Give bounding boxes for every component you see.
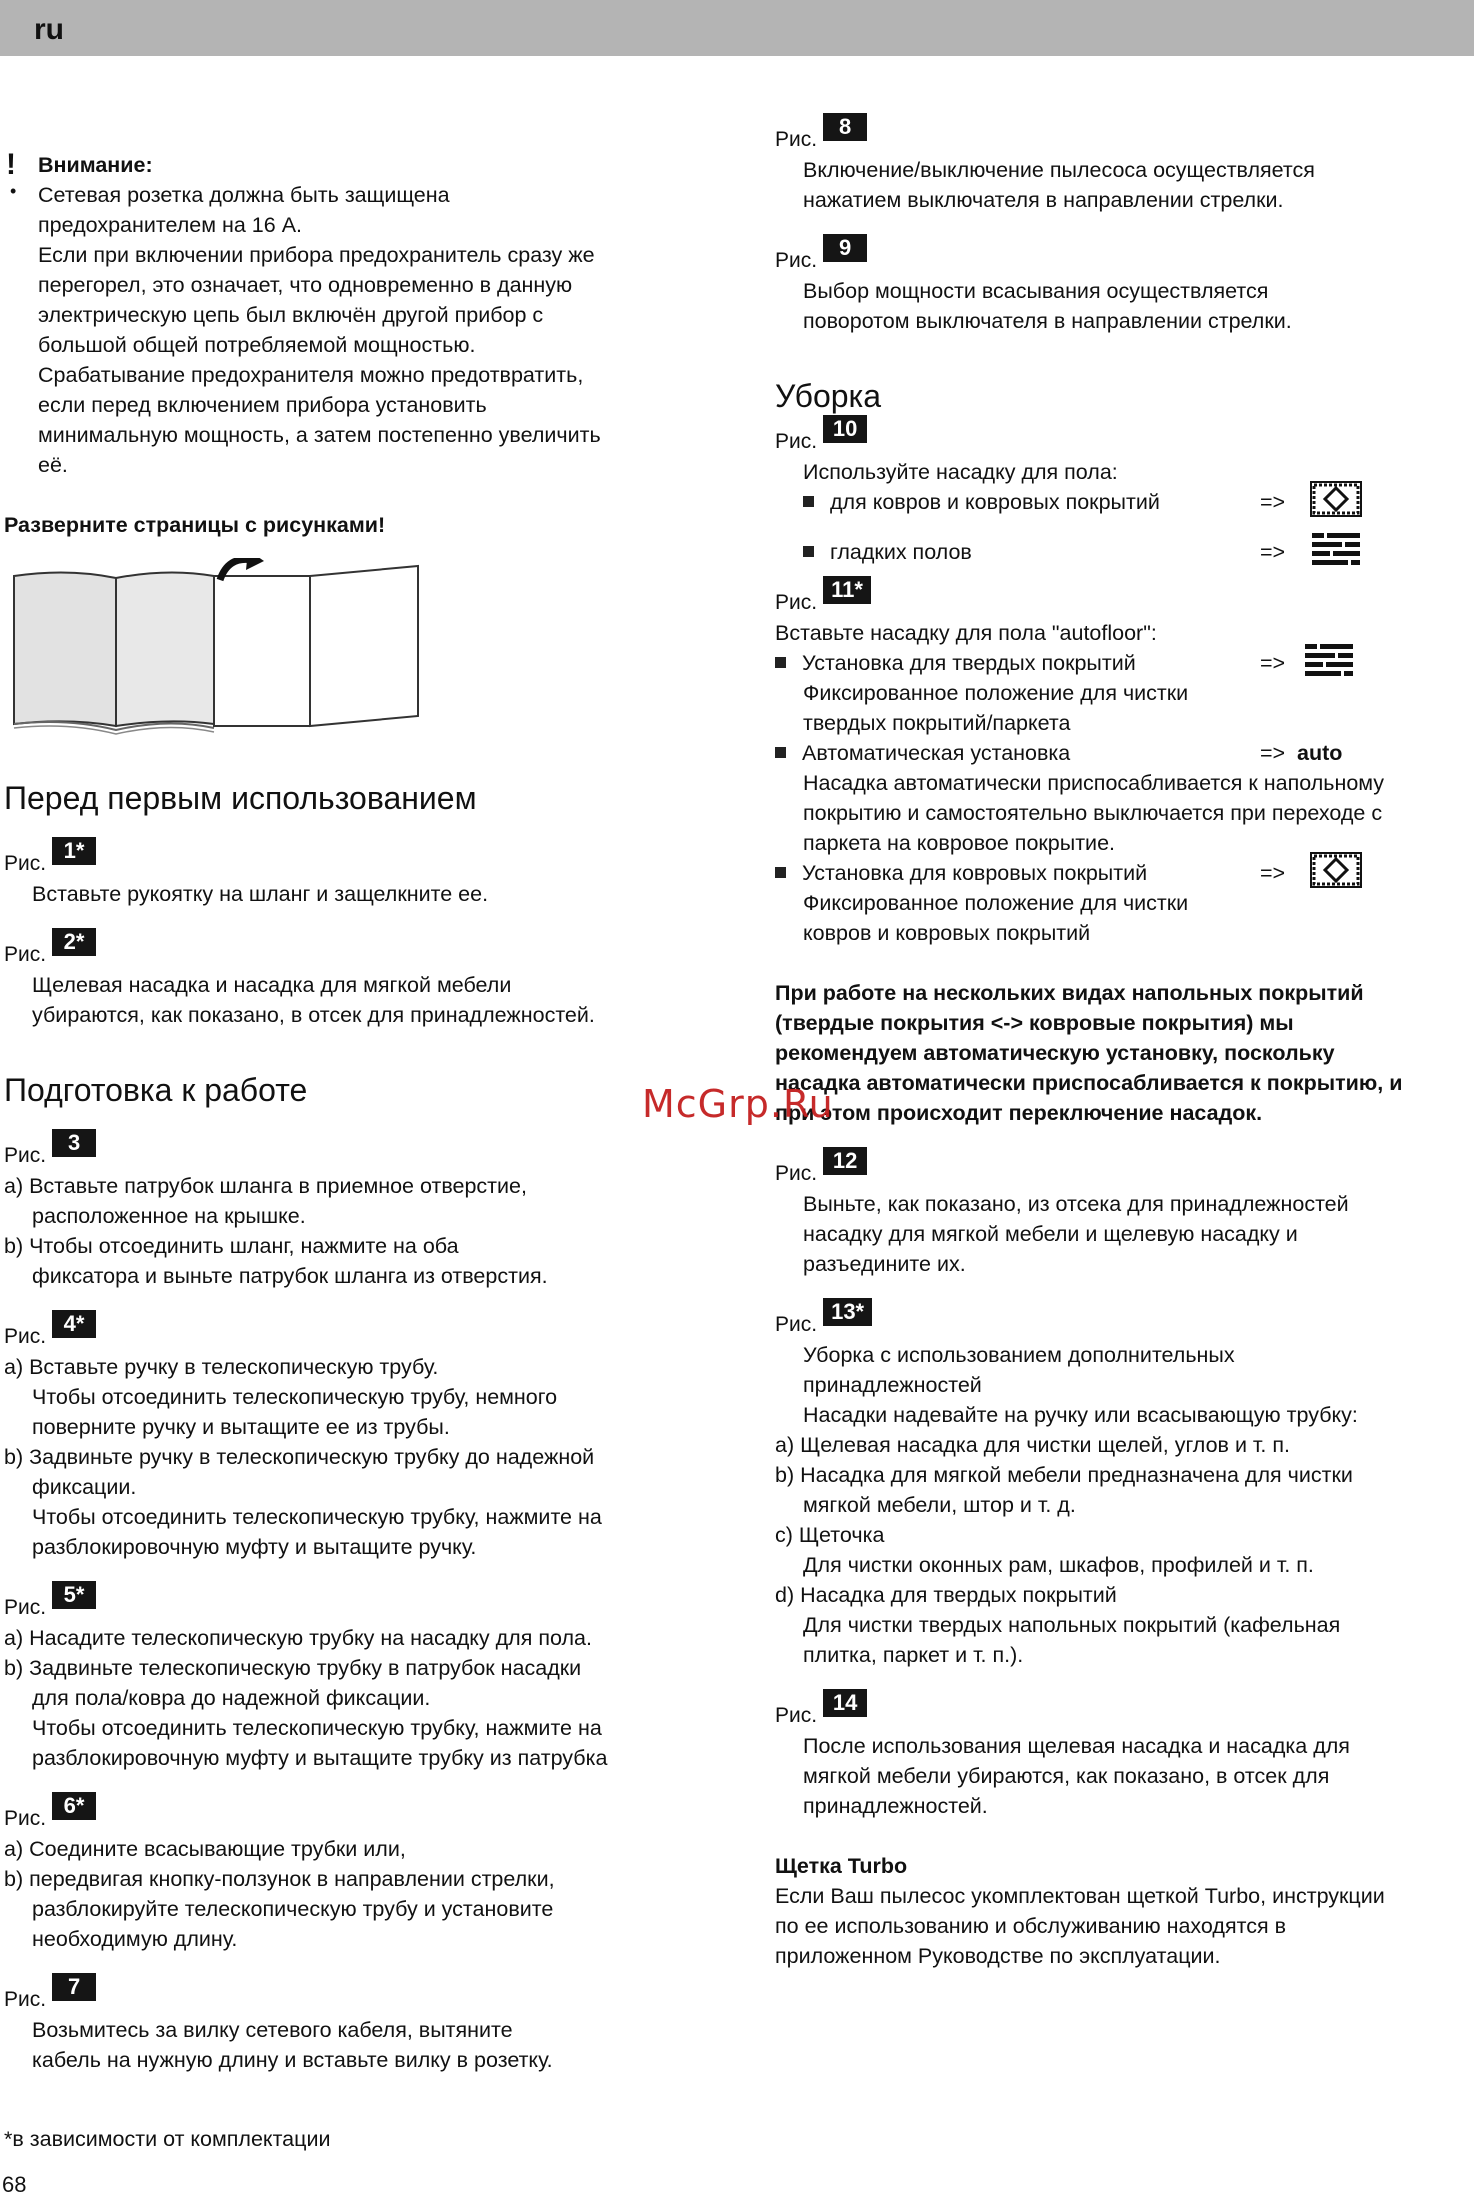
arrow-text: => (1260, 490, 1286, 514)
figure-label: Рис. (4, 852, 47, 875)
figure-11 (775, 577, 1470, 948)
hard-floor-setting (775, 648, 1470, 678)
figure-text: b) передвигая кнопку-ползунок в направлении стрелки, (4, 1867, 555, 1891)
figure-number-badge: 4* (52, 1310, 96, 1338)
figure-label: Рис. (4, 1807, 47, 1830)
square-bullet-icon (803, 546, 814, 557)
smooth-floor-option (775, 537, 1470, 567)
left-column (4, 150, 704, 2075)
figure-text: мягкой мебели убираются, как показано, в отсек для (803, 1764, 1330, 1788)
note-line: рекомендуем автоматическую установку, поскольку (775, 1041, 1335, 1065)
figure-text: Щелевая насадка и насадка для мягкой мебели (32, 973, 512, 997)
figure-number-badge: 5* (52, 1581, 96, 1609)
figure-item: b) Насадка для мягкой мебели предназначена для чистки (775, 1463, 1353, 1487)
setting-desc: покрытию и самостоятельно выключается при переходе с (803, 801, 1383, 825)
arrow-text: => (1260, 651, 1286, 675)
figure-number-badge: 1* (52, 837, 96, 865)
attention-title: Внимание: (38, 153, 153, 177)
figure-text: Возьмитесь за вилку сетевого кабеля, вытяните (32, 2018, 513, 2042)
figure-text: разблокируйте телескопическую трубу и установите (32, 1897, 554, 1921)
figure-text: Чтобы отсоединить телескопическую трубку, нажмите на (32, 1716, 602, 1740)
section-heading-preparation: Подготовка к работе (4, 1072, 308, 1108)
figure-text: Используйте насадку для пола: (803, 460, 1118, 484)
figure-2 (4, 929, 704, 1030)
figure-5 (4, 1582, 704, 1773)
figure-number-badge: 13* (823, 1298, 872, 1326)
setting-desc: Фиксированное положение для чистки (803, 681, 1189, 705)
header-bar (0, 0, 1474, 56)
figure-number-badge: 7 (52, 1973, 96, 2001)
figure-number-badge: 9 (823, 234, 867, 262)
figure-text: Выньте, как показано, из отсека для принадлежностей (803, 1192, 1349, 1216)
figure-number-badge: 12 (823, 1147, 867, 1175)
attention-line: Если при включении прибора предохранитель сразу же (38, 243, 595, 267)
bullet-icon: • (10, 181, 17, 201)
figure-text: a) Вставьте патрубок шланга в приемное отверстие, (4, 1174, 527, 1198)
figure-item: мягкой мебели, штор и т. д. (803, 1493, 1076, 1517)
figure-7 (4, 1974, 704, 2075)
attention-block (4, 150, 704, 480)
figure-item: плитка, паркет и т. п.). (803, 1643, 1024, 1667)
hard-floor-mode-icon (1303, 642, 1355, 686)
figure-label: Рис. (775, 1704, 818, 1727)
book-unfold-icon (8, 558, 428, 738)
square-bullet-icon (803, 496, 814, 507)
attention-line: электрическую цепь был включён другой прибор с (38, 303, 544, 327)
figure-9 (775, 235, 1470, 336)
figure-text: b) Задвиньте телескопическую трубку в патрубок насадки (4, 1656, 582, 1680)
figure-number-badge: 14 (823, 1689, 867, 1717)
figure-text: принадлежностей. (803, 1794, 988, 1818)
unfold-illustration (8, 558, 428, 738)
carpet-mode-icon (1310, 852, 1362, 896)
figure-text: Насадки надевайте на ручку или всасывающую трубку: (803, 1403, 1358, 1427)
figure-text: необходимую длину. (32, 1927, 238, 1951)
section-heading-before-use: Перед первым использованием (4, 780, 477, 816)
figure-text: b) Задвиньте ручку в телескопическую трубку до надежной (4, 1445, 595, 1469)
figure-text: убираются, как показано, в отсек для принадлежностей. (32, 1003, 595, 1027)
attention-line: Сетевая розетка должна быть защищена (38, 183, 450, 207)
auto-mode-label: auto (1297, 741, 1343, 765)
note-line: насадка автоматически приспосабливается к покрытию, и (775, 1071, 1403, 1095)
figure-number-badge: 6* (52, 1792, 96, 1820)
figure-13 (775, 1299, 1470, 1670)
square-bullet-icon (775, 747, 786, 758)
figure-text: поворотом выключателя в направлении стрелки. (803, 309, 1292, 333)
right-column (775, 114, 1470, 1971)
figure-text: поверните ручку и вытащите ее из трубы. (32, 1415, 450, 1439)
attention-line: перегорел, это означает, что одновременно в данную (38, 273, 573, 297)
attention-line: большой общей потребляемой мощностью. (38, 333, 476, 357)
multi-floor-note (775, 978, 1470, 1128)
figure-text: Вставьте рукоятку на шланг и защелкните ее. (32, 882, 489, 906)
figure-label: Рис. (4, 1596, 47, 1619)
figure-label: Рис. (4, 1325, 47, 1348)
figure-text: фиксатора и выньте патрубок шланга из отверстия. (32, 1264, 548, 1288)
figure-text: расположенное на крышке. (32, 1204, 306, 1228)
figure-text: Чтобы отсоединить телескопическую трубку, нажмите на (32, 1505, 602, 1529)
setting-desc: паркета на ковровое покрытие. (803, 831, 1116, 855)
figure-number-badge: 2* (52, 928, 96, 956)
note-line: при этом происходит переключение насадок. (775, 1101, 1263, 1125)
figure-text: После использования щелевая насадка и насадка для (803, 1734, 1350, 1758)
figure-text: принадлежностей (803, 1373, 982, 1397)
figure-item: Для чистки твердых напольных покрытий (кафельная (803, 1613, 1341, 1637)
arrow-text: => (1260, 540, 1286, 564)
attention-line: минимальную мощность, а затем постепенно увеличить (38, 423, 601, 447)
turbo-title: Щетка Turbo (775, 1854, 908, 1878)
note-line: При работе на нескольких видах напольных покрытий (775, 981, 1364, 1005)
carpet-setting (775, 858, 1470, 888)
note-line: (твердые покрытия <-> ковровые покрытия) мы (775, 1011, 1294, 1035)
figure-number-badge: 8 (823, 113, 867, 141)
watermark: McGrp.Ru (642, 1082, 834, 1126)
figure-label: Рис. (775, 1313, 818, 1336)
figure-text: кабель на нужную длину и вставьте вилку в розетку. (32, 2048, 553, 2072)
figure-text: a) Вставьте ручку в телескопическую трубу. (4, 1355, 439, 1379)
figure-label: Рис. (775, 591, 818, 614)
figure-label: Рис. (4, 1144, 47, 1167)
figure-text: Выбор мощности всасывания осуществляется (803, 279, 1269, 303)
figure-8 (775, 114, 1470, 215)
attention-line: её. (38, 453, 68, 477)
footnote: *в зависимости от комплектации (4, 2127, 331, 2151)
setting-title: Установка для твердых покрытий (802, 651, 1136, 675)
figure-label: Рис. (775, 1162, 818, 1185)
auto-setting (775, 738, 1470, 768)
figure-label: Рис. (775, 128, 818, 151)
figure-4 (4, 1311, 704, 1562)
figure-text: насадку для мягкой мебели и щелевую насадку и (803, 1222, 1298, 1246)
figure-number-badge: 11* (823, 576, 871, 604)
figure-item: d) Насадка для твердых покрытий (775, 1583, 1117, 1607)
square-bullet-icon (775, 657, 786, 668)
figure-text: разблокировочную муфту и вытащите ручку. (32, 1535, 477, 1559)
exclamation-icon: ! (6, 148, 16, 181)
turbo-line: по ее использованию и обслуживанию находятся в (775, 1914, 1287, 1938)
section-heading-cleaning: Уборка (775, 378, 882, 414)
figure-text: для пола/ковра до надежной фиксации. (32, 1686, 431, 1710)
figure-label: Рис. (775, 249, 818, 272)
figure-text: a) Соедините всасывающие трубки или, (4, 1837, 406, 1861)
setting-desc: Фиксированное положение для чистки (803, 891, 1189, 915)
figure-6 (4, 1793, 704, 1954)
square-bullet-icon (775, 867, 786, 878)
figure-item: c) Щеточка (775, 1523, 885, 1547)
setting-title: Установка для ковровых покрытий (802, 861, 1148, 885)
figure-text: разблокировочную муфту и вытащите трубку из патрубка (32, 1746, 608, 1770)
arrow-text: => (1260, 741, 1286, 765)
setting-desc: твердых покрытий/паркета (803, 711, 1071, 735)
setting-desc: Насадка автоматически приспосабливается к напольному (803, 771, 1385, 795)
carpet-mode-icon (1310, 481, 1362, 525)
figure-text: фиксации. (32, 1475, 137, 1499)
figure-text: Вставьте насадку для пола "autofloor": (775, 621, 1157, 645)
attention-line: Срабатывание предохранителя можно предотвратить, (38, 363, 584, 387)
language-code: ru (34, 13, 64, 46)
figure-label: Рис. (4, 1988, 47, 2011)
figure-label: Рис. (4, 943, 47, 966)
unfold-instruction: Разверните страницы с рисунками! (4, 513, 386, 537)
figure-label: Рис. (775, 430, 818, 453)
option-label: для ковров и ковровых покрытий (830, 490, 1160, 514)
setting-title: Автоматическая установка (802, 741, 1071, 765)
figure-item: a) Щелевая насадка для чистки щелей, углов и т. п. (775, 1433, 1290, 1457)
attention-line: предохранителем на 16 А. (38, 213, 303, 237)
page-number: 68 (2, 2172, 27, 2197)
figure-3 (4, 1130, 704, 1291)
turbo-line: приложенном Руководстве по эксплуатации. (775, 1944, 1221, 1968)
figure-14 (775, 1690, 1470, 1821)
figure-12 (775, 1148, 1470, 1279)
figure-text: a) Насадите телескопическую трубку на насадку для пола. (4, 1626, 592, 1650)
arrow-text: => (1260, 861, 1286, 885)
figure-text: b) Чтобы отсоединить шланг, нажмите на оба (4, 1234, 459, 1258)
figure-10 (775, 416, 1470, 567)
setting-desc: ковров и ковровых покрытий (803, 921, 1091, 945)
figure-1 (4, 838, 704, 909)
carpet-option (775, 487, 1470, 517)
attention-line: если перед включением прибора установить (38, 393, 487, 417)
figure-text: нажатием выключателя в направлении стрелки. (803, 188, 1284, 212)
turbo-brush-section (775, 1851, 1470, 1971)
figure-text: Чтобы отсоединить телескопическую трубу, немного (32, 1385, 558, 1409)
figure-number-badge: 3 (52, 1129, 96, 1157)
figure-item: Для чистки оконных рам, шкафов, профилей и т. п. (803, 1553, 1314, 1577)
hard-floor-mode-icon (1310, 531, 1362, 575)
figure-text: разъедините их. (803, 1252, 966, 1276)
figure-text: Включение/выключение пылесоса осуществляется (803, 158, 1315, 182)
option-label: гладких полов (830, 540, 972, 564)
figure-number-badge: 10 (823, 415, 867, 443)
turbo-line: Если Ваш пылесос укомплектован щеткой Turbo, инструкции (775, 1884, 1385, 1908)
figure-text: Уборка с использованием дополнительных (803, 1343, 1235, 1367)
